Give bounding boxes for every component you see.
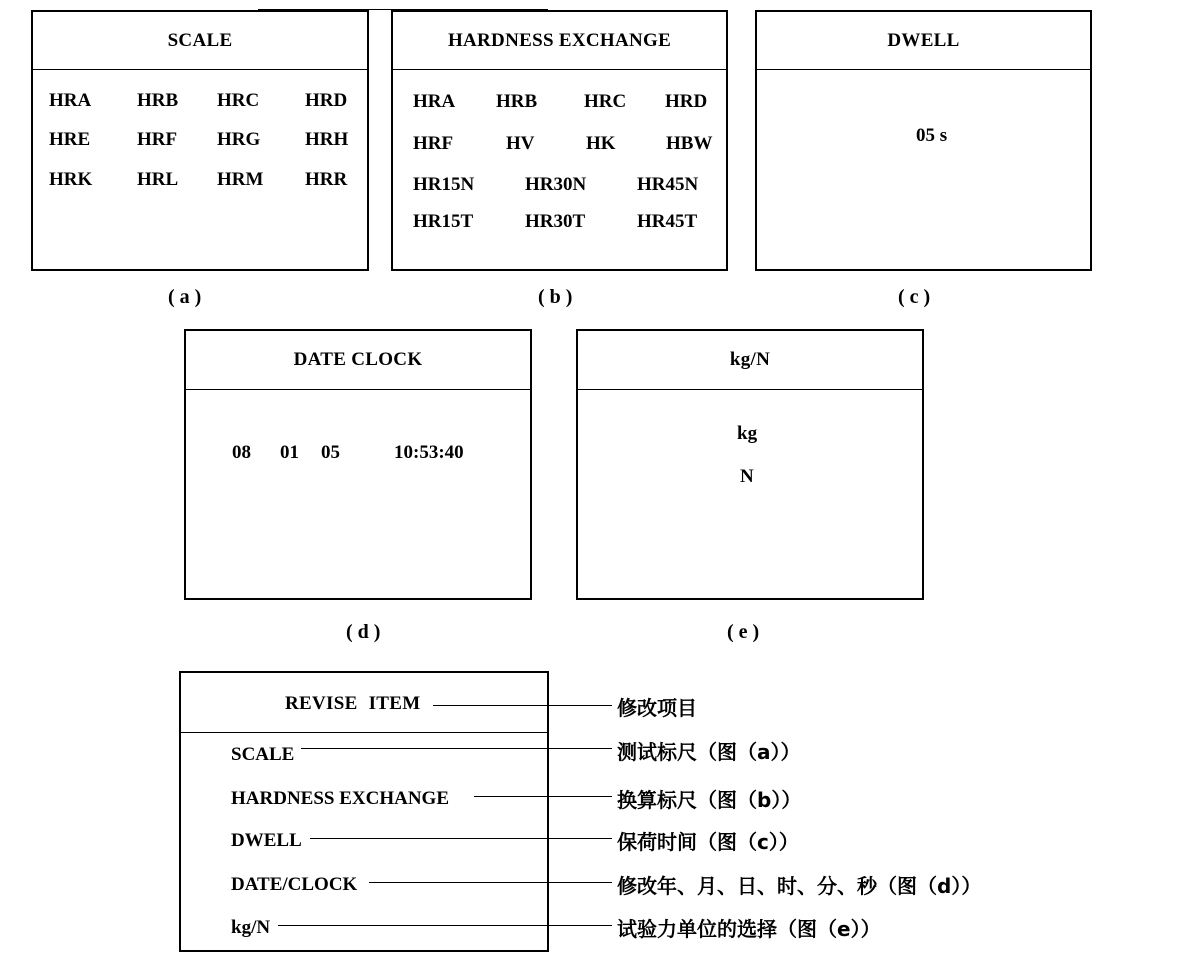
unit-option-kg[interactable]: kg — [737, 423, 758, 444]
revise-item-date-clock[interactable]: DATE/CLOCK — [231, 874, 358, 895]
hardness-option[interactable]: HR15N — [413, 174, 475, 195]
hardness-exchange-panel — [391, 10, 728, 271]
hardness-exchange-title: HARDNESS EXCHANGE — [393, 12, 726, 70]
date-month[interactable]: 01 — [280, 442, 299, 463]
hardness-option[interactable]: HK — [586, 133, 616, 154]
scale-option[interactable]: HRB — [137, 90, 179, 111]
note-hardness-exchange: 换算标尺（图（b）） — [617, 788, 802, 812]
hardness-option[interactable]: HV — [506, 133, 535, 154]
scale-option[interactable]: HRF — [137, 129, 178, 150]
hardness-option[interactable]: HRD — [665, 91, 708, 112]
note-scale: 测试标尺（图（a）） — [617, 740, 801, 764]
clock-time[interactable]: 10:53:40 — [394, 442, 464, 463]
leader-line — [310, 838, 612, 839]
date-day[interactable]: 05 — [321, 442, 340, 463]
caption-d: (d) — [346, 621, 386, 643]
scale-panel — [31, 10, 369, 271]
scale-panel-title: SCALE — [33, 12, 367, 70]
revise-item-title: REVISE ITEM — [285, 693, 421, 714]
scale-option[interactable]: HRD — [305, 90, 348, 111]
hardness-option[interactable]: HBW — [666, 133, 713, 154]
caption-b: (b) — [538, 286, 578, 308]
scale-option[interactable]: HRM — [217, 169, 264, 190]
caption-a: (a) — [168, 286, 207, 308]
unit-option-n[interactable]: N — [740, 466, 754, 487]
hardness-option[interactable]: HRA — [413, 91, 456, 112]
leader-line — [278, 925, 612, 926]
dwell-panel — [755, 10, 1092, 271]
leader-line — [433, 705, 612, 706]
leader-line — [369, 882, 612, 883]
date-year[interactable]: 08 — [232, 442, 251, 463]
revise-item-hardness-exchange[interactable]: HARDNESS EXCHANGE — [231, 788, 450, 809]
note-kg-n: 试验力单位的选择（图（e）） — [617, 917, 881, 941]
revise-item-panel — [179, 671, 549, 952]
scale-option[interactable]: HRG — [217, 129, 261, 150]
scale-option[interactable]: HRK — [49, 169, 93, 190]
note-revise-item: 修改项目 — [617, 696, 697, 720]
hardness-option[interactable]: HR30N — [525, 174, 587, 195]
scale-option[interactable]: HRA — [49, 90, 92, 111]
caption-e: (e) — [727, 621, 765, 643]
unit-panel — [576, 329, 924, 600]
dwell-value[interactable]: 05 s — [916, 125, 948, 146]
date-clock-title: DATE CLOCK — [186, 331, 530, 390]
leader-line — [301, 748, 612, 749]
hardness-option[interactable]: HR30T — [525, 211, 586, 232]
scale-option[interactable]: HRE — [49, 129, 91, 150]
revise-item-dwell[interactable]: DWELL — [231, 830, 302, 851]
note-dwell: 保荷时间（图（c）） — [617, 830, 799, 854]
hardness-option[interactable]: HR45N — [637, 174, 699, 195]
revise-item-header — [181, 673, 547, 733]
leader-line — [474, 796, 612, 797]
scale-option[interactable]: HRL — [137, 169, 179, 190]
hardness-option[interactable]: HR15T — [413, 211, 474, 232]
caption-c: (c) — [898, 286, 936, 308]
date-clock-panel — [184, 329, 532, 600]
revise-item-kg-n[interactable]: kg/N — [231, 917, 271, 938]
hardness-option[interactable]: HR45T — [637, 211, 698, 232]
hardness-option[interactable]: HRF — [413, 133, 454, 154]
hardness-option[interactable]: HRB — [496, 91, 538, 112]
scale-option[interactable]: HRR — [305, 169, 348, 190]
scale-option[interactable]: HRC — [217, 90, 260, 111]
note-date-clock: 修改年、月、日、时、分、秒（图（d）） — [617, 874, 982, 898]
revise-item-scale[interactable]: SCALE — [231, 744, 295, 765]
hardness-option[interactable]: HRC — [584, 91, 627, 112]
unit-title: kg/N — [578, 331, 922, 390]
dwell-title: DWELL — [757, 12, 1090, 70]
scale-option[interactable]: HRH — [305, 129, 349, 150]
